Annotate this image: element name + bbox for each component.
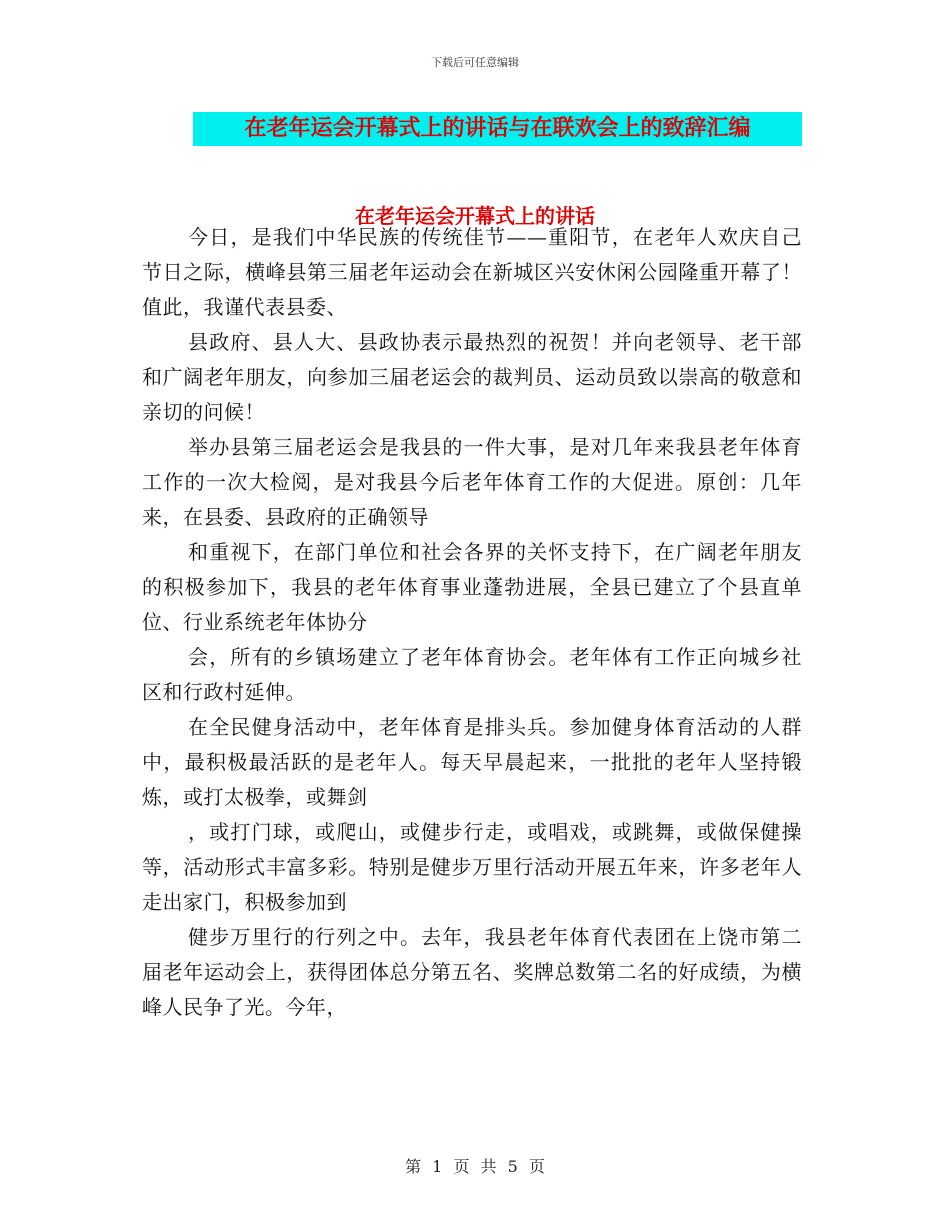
- paragraph: 在全民健身活动中，老年体育是排头兵。参加健身体育活动的人群中，最积极最活跃的是老年人。每天早晨起来，一批批的老年人坚持锻炼，或打太极拳，或舞剑: [142, 715, 802, 809]
- page-header-note: 下载后可任意编辑: [431, 56, 519, 69]
- paragraph: 今日，是我们中华民族的传统佳节——重阳节，在老年人欢庆自己节日之际，横峰县第三届老年运动会在新城区兴安休闲公园隆重开幕了！值此，我谨代表县委、: [142, 225, 802, 319]
- paragraph: ，或打门球，或爬山，或健步行走，或唱戏，或跳舞，或做保健操等，活动形式丰富多彩。特别是健步万里行活动开展五年来，许多老年人走出家门，积极参加到: [142, 820, 802, 914]
- paragraph: 举办县第三届老运会是我县的一件大事，是对几年来我县老年体育工作的一次大检阅，是对我县今后老年体育工作的大促进。原创：几年来，在县委、县政府的正确领导: [142, 435, 802, 529]
- paragraph: 县政府、县人大、县政协表示最热烈的祝贺！并向老领导、老干部和广阔老年朋友，向参加三届老运会的裁判员、运动员致以崇高的敬意和亲切的问候！: [142, 330, 802, 424]
- paragraph: 和重视下，在部门单位和社会各界的关怀支持下，在广阔老年朋友的积极参加下，我县的老年体育事业蓬勃进展，全县已建立了个县直单位、行业系统老年体协分: [142, 540, 802, 634]
- page-number-footer: 第 1 页 共 5 页: [405, 1157, 545, 1176]
- section-title: 在老年运会开幕式上的讲话: [355, 204, 595, 228]
- paragraph: 会，所有的乡镇场建立了老年体育协会。老年体有工作正向城乡社区和行政村延伸。: [142, 645, 802, 704]
- paragraph: 健步万里行的行列之中。去年，我县老年体育代表团在上饶市第二届老年运动会上，获得团体总分第五名、奖牌总数第二名的好成绩，为横峰人民争了光。今年，: [142, 925, 802, 1019]
- document-body: [142, 220, 802, 1025]
- document-title: 在老年运会开幕式上的讲话与在联欢会上的致辞汇编: [193, 112, 802, 146]
